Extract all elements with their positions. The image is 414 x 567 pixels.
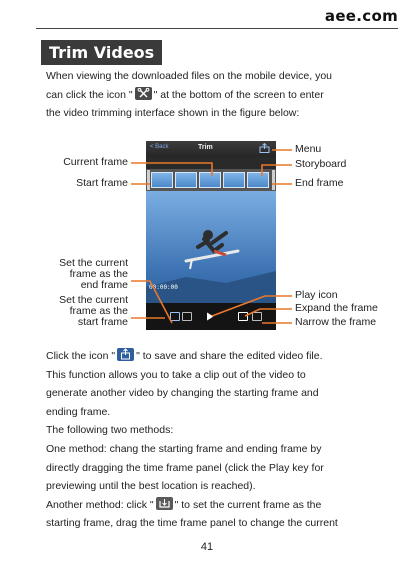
intro-line-1: When viewing the downloaded files on the mobile device, you bbox=[46, 70, 333, 82]
body-paragraph bbox=[46, 347, 386, 533]
callout-set-start-line-2: frame as the bbox=[69, 305, 128, 317]
callout-current-frame: Current frame bbox=[63, 156, 128, 168]
body-line-1-start: Click the icon " bbox=[46, 350, 116, 362]
body-line-6: One method: chang the starting frame and ending frame by bbox=[46, 442, 322, 455]
body-line-1-end: " to save and share the edited video file. bbox=[136, 350, 323, 362]
callout-set-end-line-3: end frame bbox=[80, 279, 128, 291]
callout-menu: Menu bbox=[295, 143, 322, 155]
body-line-3: generate another video by changing the starting frame and bbox=[46, 387, 319, 400]
section-title: Trim Videos bbox=[41, 40, 162, 65]
callout-narrow-frame: Narrow the frame bbox=[295, 316, 377, 328]
callout-set-start-line-1: Set the current bbox=[59, 294, 128, 306]
intro-line-3: the video trimming interface shown in the figure below: bbox=[46, 107, 300, 120]
brand-logo: aee.com bbox=[324, 7, 398, 25]
page-number: 41 bbox=[200, 541, 214, 553]
body-line-9-end: " to set the current frame as the bbox=[174, 498, 322, 511]
phone-screen-title: Trim bbox=[198, 144, 213, 151]
back-button[interactable]: < Back bbox=[150, 144, 169, 150]
body-line-9 bbox=[46, 496, 386, 515]
body-line-2: This function allows you to take a clip out of the video to bbox=[46, 368, 306, 381]
share-save-icon bbox=[117, 348, 134, 361]
body-line-10: starting frame, drag the time frame panel to change the current bbox=[46, 517, 338, 530]
body-line-4: ending frame. bbox=[46, 405, 111, 418]
callout-expand-frame: Expand the frame bbox=[295, 302, 378, 314]
body-line-1 bbox=[46, 347, 386, 366]
callout-set-end-frame bbox=[30, 258, 128, 291]
intro-line-2-start: can click the icon " bbox=[46, 88, 133, 101]
body-line-7: directly dragging the time frame panel (click the Play key for bbox=[46, 461, 324, 474]
body-line-8: previewing until the best location is reached). bbox=[46, 480, 256, 493]
body-line-9-start: Another method: click " bbox=[46, 498, 154, 511]
set-start-frame-icon bbox=[156, 497, 173, 510]
callout-set-end-line-1: Set the current bbox=[59, 257, 128, 269]
callout-set-start-line-3: start frame bbox=[77, 316, 128, 328]
intro-line-2-end: " at the bottom of the screen to enter bbox=[153, 88, 324, 101]
timecode-readout: 00:00:00 bbox=[149, 284, 178, 291]
callout-start-frame: Start frame bbox=[76, 177, 128, 189]
callout-set-start-frame bbox=[30, 295, 128, 328]
callout-end-frame: End frame bbox=[295, 177, 344, 189]
callout-set-end-line-2: frame as the bbox=[69, 268, 128, 280]
body-line-5: The following two methods: bbox=[46, 424, 174, 437]
callout-play-icon: Play icon bbox=[295, 289, 338, 301]
callout-storyboard: Storyboard bbox=[295, 158, 347, 170]
